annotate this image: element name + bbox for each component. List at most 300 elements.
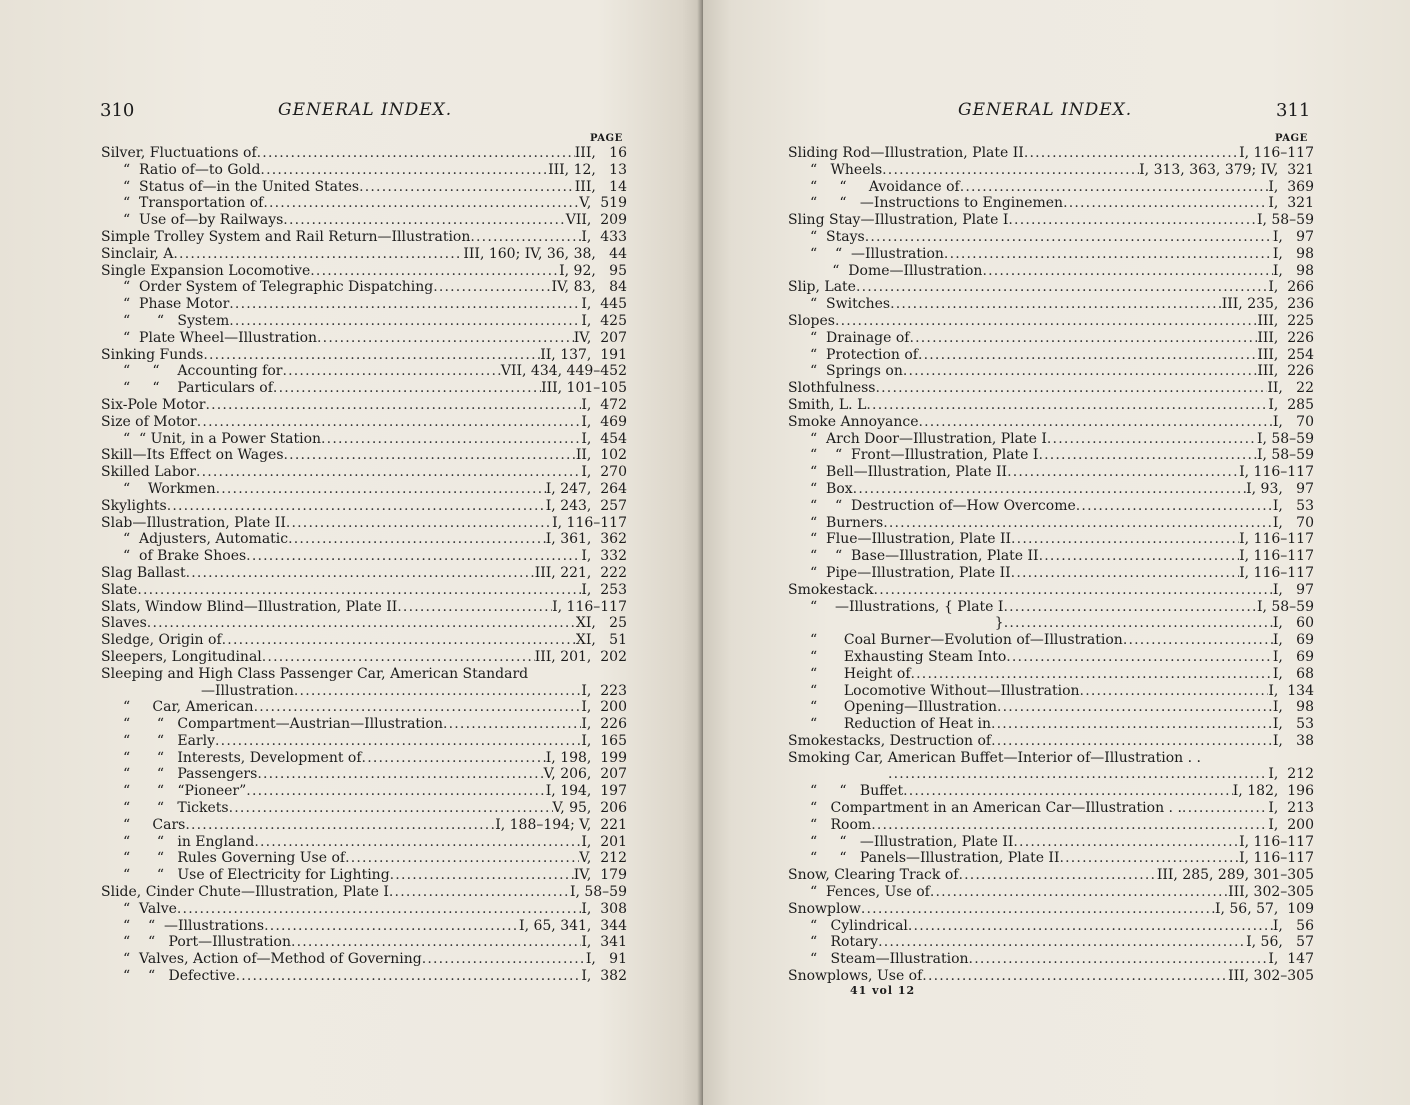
- entry-reference: II, 102: [575, 447, 627, 464]
- entry-heading: “ Valves, Action of—Method of Governing: [123, 951, 422, 968]
- entry-heading: Slab—Illustration, Plate II: [101, 514, 286, 531]
- entry-reference: I, 382: [581, 968, 627, 985]
- dot-leader: [874, 582, 1273, 599]
- entry-heading: “ —Illustrations, { Plate I: [810, 598, 1004, 615]
- dot-leader: [321, 431, 581, 448]
- dot-leader: [1013, 834, 1239, 851]
- index-entry: [788, 229, 1314, 246]
- dot-leader: [944, 246, 1273, 263]
- dot-leader: [909, 330, 1257, 347]
- entry-reference: III, 12, 13: [548, 161, 627, 178]
- index-entry: [788, 834, 1314, 851]
- entry-heading: “ “ Base—Illustration, Plate II: [810, 548, 1039, 565]
- entry-reference: I, 253: [581, 581, 627, 598]
- dot-leader: [882, 162, 1139, 179]
- entry-reference: I, 116–117: [1239, 850, 1314, 867]
- entry-reference: I, 332: [581, 548, 627, 565]
- index-entry: [101, 330, 627, 347]
- entry-heading: “ “ Passengers: [123, 766, 258, 783]
- entry-reference: I, 97: [1272, 228, 1314, 245]
- entry-heading: Single Expansion Locomotive: [101, 262, 311, 279]
- index-entry: [788, 179, 1314, 196]
- index-entry: [788, 582, 1314, 599]
- entry-heading: “ Rotary: [810, 934, 879, 951]
- index-entry: [788, 918, 1314, 935]
- entry-reference: I, 93, 97: [1246, 480, 1314, 497]
- entry-heading: Silver, Fluctuations of: [101, 145, 257, 161]
- entry-reference: I, 69: [1272, 648, 1314, 665]
- dot-leader: [283, 212, 565, 229]
- entry-heading: Size of Motor: [101, 413, 197, 430]
- entry-heading: Smoke Annoyance: [788, 413, 919, 430]
- entry-reference: V, 206, 207: [543, 766, 627, 783]
- index-entry: [788, 615, 1314, 632]
- entry-reference: I, 469: [581, 413, 627, 430]
- entry-reference: III, 101–105: [541, 380, 627, 397]
- entry-reference: I, 147: [1268, 951, 1314, 968]
- entry-reference: I, 226: [581, 716, 627, 733]
- index-entry: [101, 447, 627, 464]
- entry-heading: Slip, Late: [788, 279, 856, 296]
- entry-reference: I, 194, 197: [545, 783, 627, 800]
- entry-heading: “ Coal Burner—Evolution of—Illustration: [810, 632, 1123, 649]
- entry-heading: “ Fences, Use of: [810, 884, 930, 901]
- index-entry: [788, 800, 1314, 817]
- entry-heading: “ Pipe—Illustration, Plate II: [810, 564, 1011, 581]
- entry-reference: I, 58–59: [1256, 598, 1314, 615]
- dot-leader: [911, 666, 1273, 683]
- index-entry: [788, 531, 1314, 548]
- dot-leader: [1038, 447, 1257, 464]
- index-entry: [101, 800, 627, 817]
- entry-heading: “ Arch Door—Illustration, Plate I: [810, 430, 1047, 447]
- entry-reference: I, 472: [581, 396, 627, 413]
- entry-heading: “ “ —Illustration, Plate II: [810, 833, 1014, 850]
- dot-leader: [982, 263, 1272, 280]
- dot-leader: [286, 515, 552, 532]
- index-entry: [101, 599, 627, 616]
- dot-leader: [246, 548, 581, 565]
- dot-leader: [1059, 850, 1239, 867]
- entry-heading: Skylights: [101, 497, 167, 514]
- index-entry: [101, 397, 627, 414]
- index-entry: [101, 649, 627, 666]
- entry-reference: V, 519: [579, 195, 627, 212]
- dot-leader: [1003, 599, 1257, 616]
- dot-leader: [254, 699, 582, 716]
- entry-heading: Sleeping and High Class Passenger Car, American Standard: [101, 665, 529, 682]
- dot-leader: [883, 515, 1273, 532]
- dot-leader: [294, 683, 581, 700]
- index-entry: [788, 901, 1314, 918]
- dot-leader: [908, 918, 1273, 935]
- index-entry: [788, 145, 1314, 162]
- entry-reference: I, 243, 257: [545, 497, 627, 514]
- dot-leader: [903, 783, 1233, 800]
- entry-heading: Sledge, Origin of: [101, 632, 222, 649]
- dot-leader: [876, 380, 1268, 397]
- index-entry: [101, 531, 627, 548]
- page-number: 311: [1276, 100, 1311, 121]
- entry-heading: “ “ Panels—Illustration, Plate II: [810, 850, 1060, 867]
- entry-heading: “ Order System of Telegraphic Dispatching: [123, 279, 434, 296]
- dot-leader: [186, 565, 535, 582]
- entry-heading: “ Room: [810, 816, 872, 833]
- entry-reference: I, 56, 57: [1246, 934, 1314, 951]
- index-entry: [788, 313, 1314, 330]
- dot-leader: [229, 296, 581, 313]
- dot-leader: [205, 397, 581, 414]
- entry-reference: I, 308: [581, 900, 627, 917]
- entry-reference: I, 91: [585, 951, 627, 968]
- entry-heading: Slate: [101, 581, 138, 598]
- entry-heading: “ Valve: [123, 900, 177, 917]
- index-entry: [101, 632, 627, 649]
- dot-leader: [177, 901, 581, 918]
- dot-leader: [1080, 683, 1269, 700]
- dot-leader: [997, 699, 1273, 716]
- entry-reference: IV, 179: [573, 867, 627, 884]
- running-head: GENERAL INDEX.: [958, 100, 1133, 120]
- dot-leader: [390, 867, 574, 884]
- index-entry: [788, 850, 1314, 867]
- dot-leader: [389, 884, 570, 901]
- entry-reference: I, 53: [1272, 716, 1314, 733]
- entry-heading: “ “ Destruction of—How Overcome: [810, 497, 1076, 514]
- entry-reference: V, 212: [579, 850, 627, 867]
- entry-reference: I, 212: [1268, 766, 1314, 783]
- dot-leader: [216, 481, 546, 498]
- index-entry: [788, 783, 1314, 800]
- index-entry: [788, 934, 1314, 951]
- dot-leader: [229, 313, 581, 330]
- index-entry: [788, 867, 1314, 884]
- entry-heading: “ Locomotive Without—Illustration: [810, 682, 1080, 699]
- index-entry: [101, 263, 627, 280]
- dot-leader: [922, 968, 1228, 985]
- dot-leader: [861, 901, 1215, 918]
- entry-reference: I, 116–117: [1239, 833, 1314, 850]
- index-entry: [788, 716, 1314, 733]
- entry-reference: I, 361, 362: [545, 531, 627, 548]
- entry-heading: Six-Pole Motor: [101, 396, 206, 413]
- entry-heading: “ “ Unit, in a Power Station: [123, 430, 322, 447]
- index-entry: [788, 968, 1314, 985]
- dot-leader: [263, 195, 579, 212]
- entry-heading: Slide, Cinder Chute—Illustration, Plate I: [101, 884, 389, 901]
- entry-heading: “ Drainage of: [810, 329, 910, 346]
- entry-reference: I, 53: [1272, 497, 1314, 514]
- entry-heading: “ “ —Illustration: [810, 245, 944, 262]
- index-entry: [101, 850, 627, 867]
- entry-heading: “ “ Use of Electricity for Lighting: [123, 867, 390, 884]
- dot-leader: [203, 347, 540, 364]
- entry-reference: I, 56: [1272, 917, 1314, 934]
- entry-heading: “ Exhausting Steam Into: [810, 648, 1007, 665]
- index-entry: [101, 884, 627, 901]
- entry-reference: I, 65, 341, 344: [519, 917, 627, 934]
- index-entry: [788, 212, 1314, 229]
- index-entry: [101, 901, 627, 918]
- index-entry: [101, 515, 627, 532]
- index-entry: [101, 733, 627, 750]
- entry-reference: I, 98: [1272, 245, 1314, 262]
- entry-reference: III, 302–305: [1228, 884, 1314, 901]
- entry-heading: “ Dome—Illustration: [810, 262, 983, 279]
- index-entry: [101, 582, 627, 599]
- entry-reference: I, 58–59: [1256, 430, 1314, 447]
- index-entry: [788, 363, 1314, 380]
- dot-leader: [930, 884, 1228, 901]
- index-entry: [101, 750, 627, 767]
- entry-reference: I, 116–117: [1239, 564, 1314, 581]
- entry-heading: Skilled Labor: [101, 464, 196, 481]
- dot-leader: [147, 615, 576, 632]
- index-entry: [101, 615, 627, 632]
- dot-leader: [1011, 565, 1239, 582]
- dot-leader: [470, 229, 581, 246]
- dot-leader: [991, 716, 1273, 733]
- entry-reference: III, 226: [1257, 329, 1314, 346]
- dot-leader: [310, 263, 559, 280]
- index-entry: [788, 296, 1314, 313]
- entry-heading: Slopes: [788, 312, 835, 329]
- index-entry: [788, 263, 1314, 280]
- entry-reference: V, 95, 206: [552, 800, 627, 817]
- entry-reference: VII, 434, 449–452: [500, 363, 627, 380]
- index-entry: [101, 481, 627, 498]
- entry-heading: “ Box: [810, 480, 853, 497]
- entry-heading: “ “ Buffet: [810, 783, 904, 800]
- index-entry: [788, 817, 1314, 834]
- entry-heading: Slag Ballast: [101, 564, 186, 581]
- right-page: [703, 0, 1410, 1105]
- index-entry: [788, 380, 1314, 397]
- entry-heading: “ “ System: [123, 312, 230, 329]
- dot-leader: [1063, 195, 1268, 212]
- entry-heading: Smoking Car, American Buffet—Interior of—Illustration . .: [788, 749, 1201, 766]
- dot-leader: [1011, 531, 1239, 548]
- index-entry: [788, 464, 1314, 481]
- dot-leader: [197, 414, 582, 431]
- entry-reference: I, 433: [581, 228, 627, 245]
- entry-reference: III, 254: [1257, 346, 1314, 363]
- entry-reference: I, 58–59: [569, 884, 627, 901]
- dot-leader: [433, 279, 551, 296]
- entry-reference: II, 22: [1267, 380, 1314, 397]
- index-entry: [788, 683, 1314, 700]
- entry-heading: “ Steam—Illustration: [810, 951, 969, 968]
- entry-heading: “ Stays: [810, 228, 865, 245]
- index-entry: [788, 733, 1314, 750]
- dot-leader: [236, 968, 582, 985]
- dot-leader: [1006, 649, 1273, 666]
- entry-heading: “ Bell—Illustration, Plate II: [810, 464, 1008, 481]
- index-entry: [101, 296, 627, 313]
- running-head: GENERAL INDEX.: [278, 100, 453, 120]
- entry-heading: “ Cars: [123, 816, 186, 833]
- dot-leader: [273, 380, 541, 397]
- dot-leader: [1123, 632, 1273, 649]
- index-entry: [788, 330, 1314, 347]
- entry-reference: I, 313, 363, 379; IV, 321: [1139, 161, 1314, 178]
- entry-reference: I, 68: [1272, 665, 1314, 682]
- index-entry: [788, 548, 1314, 565]
- entry-reference: IV, 207: [573, 329, 627, 346]
- dot-leader: [137, 582, 581, 599]
- entry-reference: I, 56, 57, 109: [1214, 900, 1314, 917]
- index-entry: [101, 783, 627, 800]
- dot-leader: [1024, 145, 1239, 162]
- entry-heading: Simple Trolley System and Rail Return—Illustration: [101, 228, 471, 245]
- entry-heading: “ Ratio of—to Gold: [123, 161, 261, 178]
- entry-reference: I, 116–117: [1239, 464, 1314, 481]
- dot-leader: [185, 817, 495, 834]
- entry-reference: XI, 51: [575, 632, 627, 649]
- entry-reference: I, 285: [1268, 396, 1314, 413]
- index-entry: [101, 313, 627, 330]
- entry-heading: “ “ Defective: [123, 968, 236, 985]
- entry-heading: “ “ Accounting for: [123, 363, 283, 380]
- index-entry: [101, 934, 627, 951]
- dot-leader: [835, 313, 1257, 330]
- dot-leader: [284, 447, 576, 464]
- dot-leader: [288, 531, 546, 548]
- dot-leader: [317, 330, 574, 347]
- entry-heading: Skill—Its Effect on Wages: [101, 447, 284, 464]
- index-entry: [788, 599, 1314, 616]
- entry-heading: “ of Brake Shoes: [123, 548, 247, 565]
- entry-heading: “ Springs on: [810, 363, 903, 380]
- entry-reference: I, 223: [581, 682, 627, 699]
- index-entry: [101, 548, 627, 565]
- entry-heading: “ Wheels: [810, 161, 883, 178]
- entry-reference: I, 200: [1268, 816, 1314, 833]
- dot-leader: [856, 279, 1268, 296]
- entry-heading: “ “ Tickets: [123, 800, 229, 817]
- entry-reference: I, 116–117: [1239, 548, 1314, 565]
- dot-leader: [918, 347, 1257, 364]
- dot-leader: [1008, 212, 1257, 229]
- index-entry: [788, 750, 1314, 767]
- index-entry: [788, 431, 1314, 448]
- entry-reference: I, 247, 264: [545, 480, 627, 497]
- dot-leader: [422, 951, 586, 968]
- dot-leader: [173, 246, 463, 263]
- entry-reference: I, 200: [581, 699, 627, 716]
- dot-leader: [397, 599, 552, 616]
- entry-heading: “ Reduction of Heat in: [810, 716, 991, 733]
- dot-leader: [246, 783, 545, 800]
- entry-reference: III, 160; IV, 36, 38, 44: [463, 245, 627, 262]
- dot-leader: [229, 800, 553, 817]
- dot-leader: [865, 229, 1273, 246]
- index-entry: [101, 951, 627, 968]
- entry-heading: “ Cylindrical: [810, 917, 908, 934]
- index-entries: [101, 145, 627, 985]
- entry-reference: I, 270: [581, 464, 627, 481]
- entry-heading: Sinclair, A: [101, 245, 174, 262]
- dot-leader: [1007, 464, 1239, 481]
- dot-leader: [871, 817, 1268, 834]
- dot-leader: [262, 649, 535, 666]
- entry-heading: “ “ “Pioneer”: [123, 783, 247, 800]
- entry-reference: VII, 209: [565, 212, 627, 229]
- entry-reference: I, 98: [1272, 699, 1314, 716]
- entry-heading: Snowplow: [788, 900, 861, 917]
- left-page: [0, 0, 703, 1105]
- dot-leader: [918, 414, 1272, 431]
- index-entry: [101, 968, 627, 985]
- index-entry: [101, 699, 627, 716]
- dot-leader: [282, 363, 500, 380]
- entry-reference: I, 97: [1272, 581, 1314, 598]
- index-entry: [788, 246, 1314, 263]
- index-entry: [788, 347, 1314, 364]
- dot-leader: [196, 464, 581, 481]
- dot-leader: [991, 733, 1273, 750]
- entry-reference: III, 285, 289, 301–305: [1156, 867, 1314, 884]
- index-entry: [788, 414, 1314, 431]
- dot-leader: [1182, 800, 1268, 817]
- index-entry: [788, 699, 1314, 716]
- index-entry: [788, 951, 1314, 968]
- dot-leader: [878, 934, 1246, 951]
- entry-heading: Slats, Window Blind—Illustration, Plate II: [101, 598, 398, 615]
- entry-reference: III, 225: [1257, 312, 1314, 329]
- entry-reference: I, 445: [581, 296, 627, 313]
- entry-reference: I, 38: [1272, 732, 1314, 749]
- dot-leader: [960, 179, 1269, 196]
- entry-reference: I, 116–117: [552, 598, 627, 615]
- entry-reference: I, 198, 199: [545, 749, 627, 766]
- dot-leader: [888, 766, 1268, 783]
- index-entry: [101, 414, 627, 431]
- entry-heading: “ Flue—Illustration, Plate II: [810, 531, 1012, 548]
- entry-reference: I, 201: [581, 833, 627, 850]
- entry-reference: I, 70: [1272, 413, 1314, 430]
- entry-reference: I, 60: [1272, 615, 1314, 632]
- entry-heading: “ Status of—in the United States: [123, 178, 360, 195]
- entry-heading: “ Compartment in an American Car—Illustration . .: [810, 800, 1182, 817]
- dot-leader: [345, 850, 579, 867]
- dot-leader: [1076, 498, 1273, 515]
- index-entry: [101, 834, 627, 851]
- entry-reference: III, 302–305: [1228, 968, 1314, 985]
- index-entry: [101, 918, 627, 935]
- dot-leader: [291, 934, 581, 951]
- entry-reference: I, 58–59: [1256, 212, 1314, 229]
- page-column-label: PAGE: [1275, 133, 1308, 144]
- index-entry: [101, 766, 627, 783]
- index-entry: [101, 347, 627, 364]
- entry-reference: I, 182, 196: [1232, 783, 1314, 800]
- entry-reference: III, 235, 236: [1221, 296, 1314, 313]
- dot-leader: [254, 834, 581, 851]
- index-entry: [788, 481, 1314, 498]
- entry-heading: “ Plate Wheel—Illustration: [123, 329, 318, 346]
- dot-leader: [969, 951, 1269, 968]
- index-entry: [101, 431, 627, 448]
- index-entries: [788, 145, 1314, 985]
- index-entry: [101, 683, 627, 700]
- dot-leader: [1047, 431, 1257, 448]
- entry-heading: Sling Stay—Illustration, Plate I: [788, 212, 1009, 229]
- index-entry: [101, 716, 627, 733]
- dot-leader: [1039, 548, 1240, 565]
- index-entry: [101, 246, 627, 263]
- index-entry: [788, 498, 1314, 515]
